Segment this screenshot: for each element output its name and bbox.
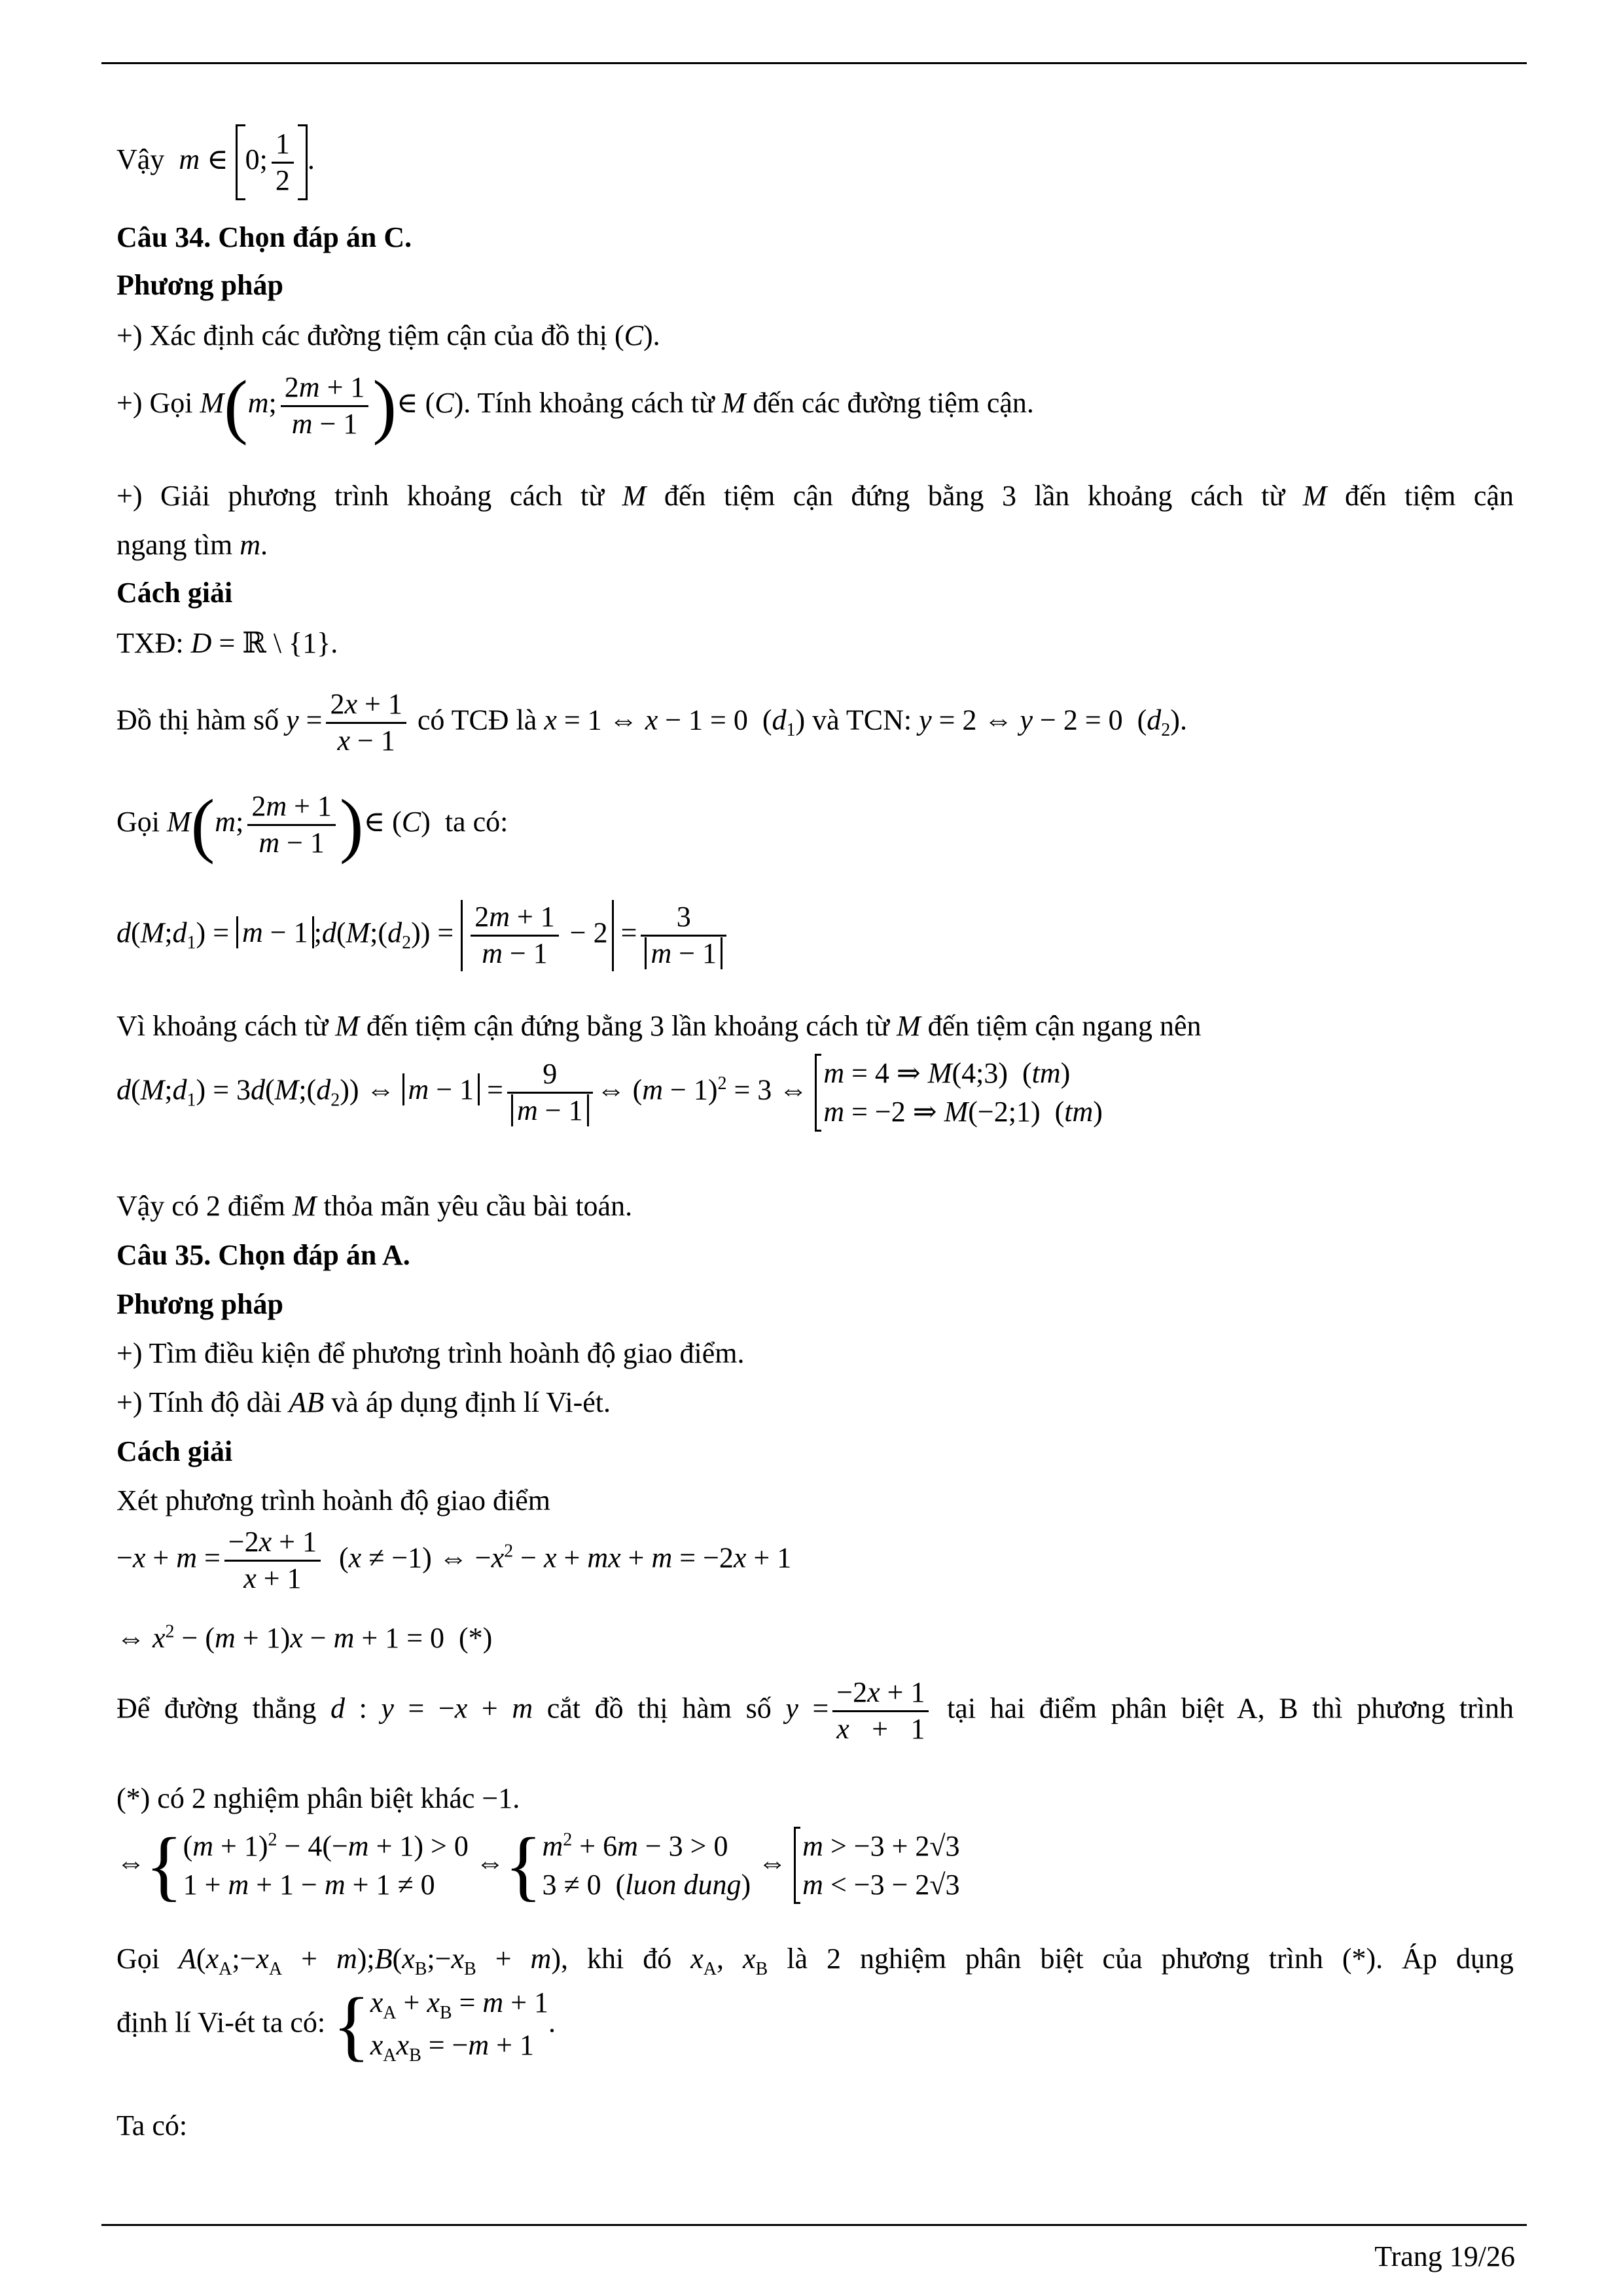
equation: −x + m = $\frac{-2x + 1}{x + 1}$ (x ≠ −1) ⇔ $-x^2 - x$ + mx + m = −2x + 1 bbox=[116, 1526, 792, 1594]
text-line: Vì khoảng cách từ M đến tiệm cận đứng bằng 3 lần khoảng cách từ M đến tiệm cận ngang nên bbox=[116, 1010, 1202, 1042]
text-line: +) Gọi M(m; $\frac{2m + 1}{m - 1}$ )∈ (C). Tính khoảng cách từ M đến các đường tiệm cận. bbox=[116, 366, 1034, 446]
text-line: +) Xác định các đường tiệm cận của đồ thị (C). bbox=[116, 319, 660, 351]
footer-rule bbox=[101, 2224, 1527, 2226]
header-rule bbox=[101, 62, 1527, 64]
text-line: Ta có: bbox=[116, 2109, 188, 2142]
text-line: TXĐ: D = ℝ \ {1}. bbox=[116, 627, 338, 659]
text-line: Xét phương trình hoành độ giao điểm bbox=[116, 1484, 551, 1516]
equation: $d(M;d_1)$ = $3d(M;(d_2))$ ⇔ m − 1 = $\frac{9}{m - 1}$ ⇔ $(m - 1)^2 = 3$ ⇔ m = 4 ⇒ M(4;3) (tm) m = −2 ⇒ M(−2;1) (tm) bbox=[116, 1054, 1103, 1132]
text-line: Đồ thị hàm số y = $\frac{2x + 1}{x - 1}$ có TCĐ là x = 1 ⇔ x − 1 = 0 $(d_1)$ và TCN: y = 2 ⇔ y − 2 = 0 $(d_2)$. bbox=[116, 688, 1187, 757]
question-heading: Câu 34. Chọn đáp án C. bbox=[116, 221, 412, 253]
equation: ⇔ $x^2 - (m + 1)x - m + 1 = 0$ (*) bbox=[116, 1621, 493, 1654]
text-line: Gọi M(m; $\frac{2m + 1}{m - 1}$ )∈ (C) ta có: bbox=[116, 785, 508, 865]
equation: ⇔{ $(m + 1)^2 - 4(-m + 1) > 0$ 1 + m + 1 − m + 1 ≠ 0 ⇔{ $m^2 + 6m - 3 > 0$ 3 ≠ 0 (luon dung) ⇔ m > −3 + 2√3 m < −3 − 2√3 bbox=[116, 1821, 960, 1909]
section-heading: Cách giải bbox=[116, 577, 233, 609]
text-line: +) Giải phương trình khoảng cách từ M đến tiệm cận đứng bằng 3 lần khoảng cách từ M đến tiệm cận bbox=[116, 480, 1514, 512]
text-line: +) Tìm điều kiện để phương trình hoành độ giao điểm. bbox=[116, 1337, 745, 1369]
text-line: +) Tính độ dài AB và áp dụng định lí Vi-ét. bbox=[116, 1386, 611, 1418]
text-line: (*) có 2 nghiệm phân biệt khác −1. bbox=[116, 1782, 520, 1814]
equation: định lí Vi-ét ta có: { $x_A + x_B = m + 1$ $x_Ax_B = -m + 1$ . bbox=[116, 1981, 556, 2069]
text-line: Vậy m ∈ 0; $\frac{1}{2}$ . bbox=[116, 124, 315, 200]
question-heading: Câu 35. Chọn đáp án A. bbox=[116, 1239, 410, 1271]
text-line: ngang tìm m. bbox=[116, 529, 268, 561]
page-number: Trang 19/26 bbox=[1374, 2240, 1515, 2272]
section-heading: Cách giải bbox=[116, 1435, 233, 1467]
text-line: Để đường thẳng d : y = −x + m cắt đồ thị hàm số y = $\frac{-2x + 1}{x + 1}$ tại hai điểm phân biệt A, B thì phương trình bbox=[116, 1676, 1514, 1745]
section-heading: Phương pháp bbox=[116, 269, 283, 301]
equation: $d(M;d_1) = m - 1$ $;d(M;(d_2))$ = $\frac{2m + 1}{m - 1}$ − 2 = $\frac{3}{m - 1}$ bbox=[116, 900, 730, 971]
text-line: Vậy có 2 điểm M thỏa mãn yêu cầu bài toán. bbox=[116, 1190, 633, 1222]
text-line: Gọi $A(x_A;-x_A$ + $m);B(x_B;-x_B + m)$, khi đó $x_A$, $x_B$ là 2 nghiệm phân biệt của phương trình (*). Áp dụng bbox=[116, 1943, 1514, 1979]
section-heading: Phương pháp bbox=[116, 1288, 283, 1320]
